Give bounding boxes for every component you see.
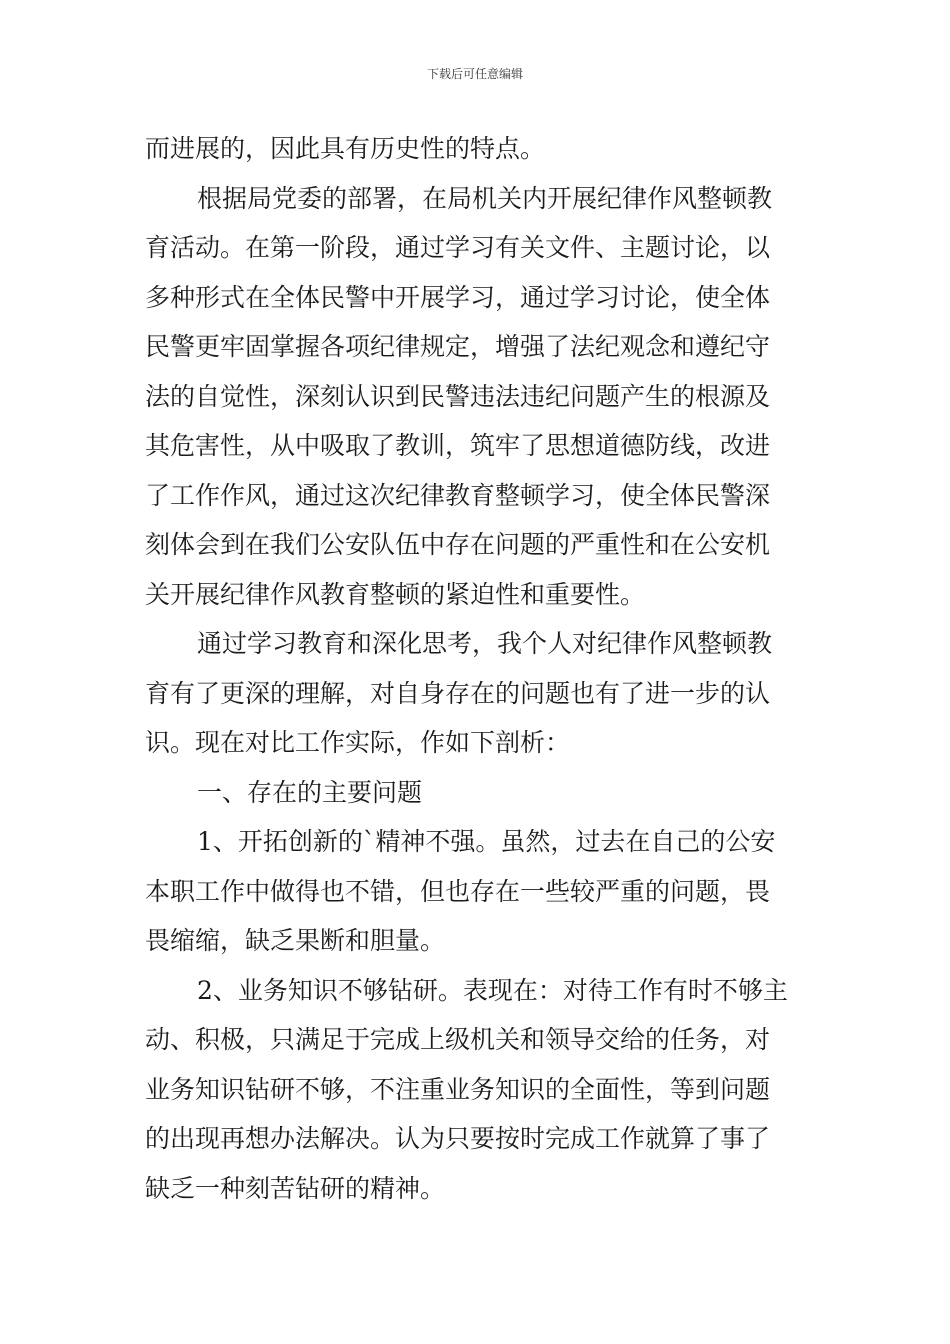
text-line: 2、业务知识不够钻研。表现在：对待工作有时不够主 <box>197 975 788 1005</box>
text-line: 动、积极，只满足于完成上级机关和领导交给的任务，对 <box>145 1025 771 1054</box>
text-line: 缺乏一种刻苦钻研的精神。 <box>145 1173 446 1203</box>
text-line: 根据局党委的部署，在局机关内开展纪律作风整顿教 <box>197 183 773 213</box>
document-body <box>145 124 807 1213</box>
text-line: 1、开拓创新的`精神不强。虽然，过去在自己的公安 <box>197 827 776 856</box>
text-line: 育有了更深的理解，对自身存在的问题也有了进一步的认 <box>145 678 771 708</box>
text-line: 关开展纪律作风教育整顿的紧迫性和重要性。 <box>145 579 646 609</box>
text-line: 识。现在对比工作实际，作如下剖析： <box>145 728 571 757</box>
text-line: 而进展的，因此具有历史性的特点。 <box>145 134 546 163</box>
section-heading: 一、存在的主要问题 <box>197 777 423 807</box>
text-line: 的出现再想办法解决。认为只要按时完成工作就算了事了 <box>145 1124 771 1153</box>
text-line: 本职工作中做得也不错，但也存在一些较严重的问题，畏 <box>145 876 771 906</box>
text-line: 多种形式在全体民警中开展学习，通过学习讨论，使全体 <box>145 282 771 312</box>
text-line: 刻体会到在我们公安队伍中存在问题的严重性和在公安机 <box>145 530 771 559</box>
text-line: 业务知识钻研不够，不注重业务知识的全面性，等到问题 <box>145 1074 771 1104</box>
text-line: 民警更牢固掌握各项纪律规定，增强了法纪观念和遵纪守 <box>145 332 771 361</box>
page-header: 下载后可任意编辑 <box>426 67 523 81</box>
text-line: 了工作作风，通过这次纪律教育整顿学习，使全体民警深 <box>145 480 771 510</box>
text-line: 通过学习教育和深化思考，我个人对纪律作风整顿教 <box>197 629 773 658</box>
text-line: 其危害性，从中吸取了教训，筑牢了思想道德防线，改进 <box>145 431 771 460</box>
text-line: 法的自觉性，深刻认识到民警违法违纪问题产生的根源及 <box>145 381 771 411</box>
text-line: 畏缩缩，缺乏果断和胆量。 <box>145 926 446 955</box>
text-line: 育活动。在第一阶段，通过学习有关文件、主题讨论，以 <box>145 233 771 262</box>
